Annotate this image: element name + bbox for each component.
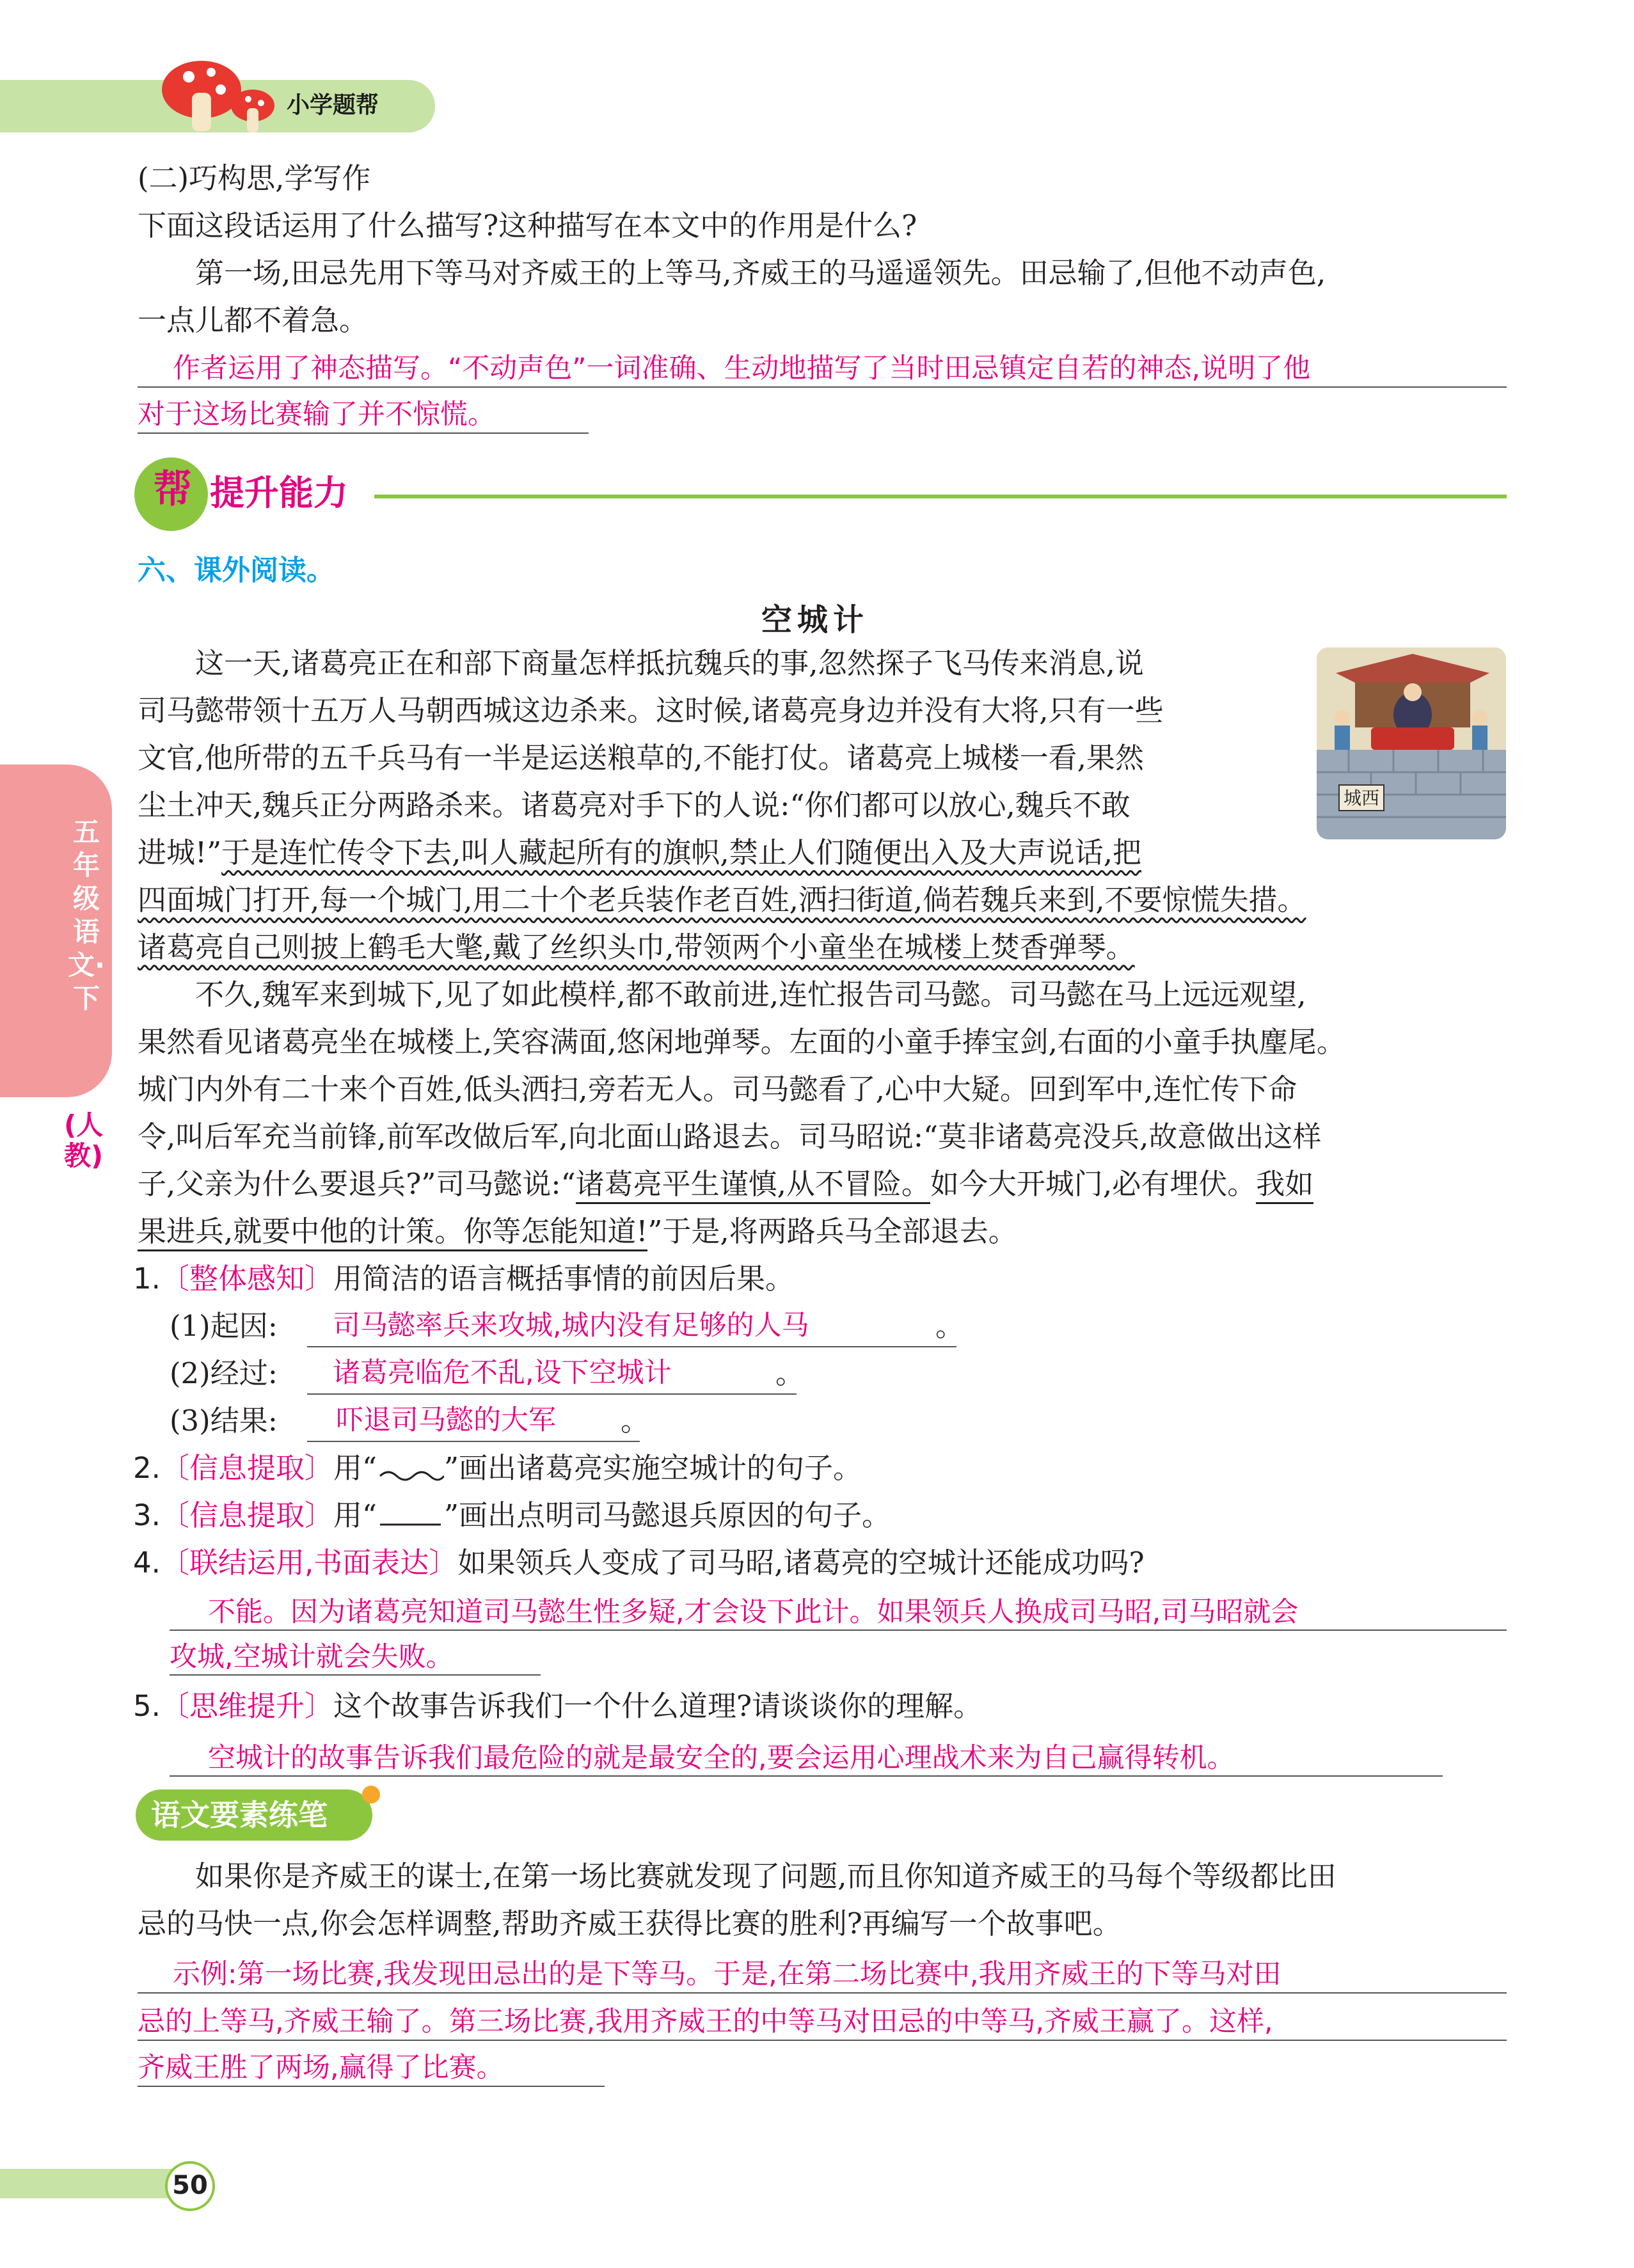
- story-title: 空城计: [761, 602, 869, 638]
- question-2: 2.〔信息提取〕用“ ”画出诸葛亮实施空城计的句子。: [133, 1451, 862, 1485]
- practice-answer-line: 齐威王胜了两场,赢得了比赛。: [138, 2052, 504, 2084]
- mushroom-logo-icon: [154, 54, 282, 138]
- underlined-sentence: 诸葛亮平生谨慎,从不冒险。: [576, 1167, 930, 1204]
- story-line: 文官,他所带的五千兵马有一半是运送粮草的,不能打仗。诸葛亮上城楼一看,果然: [138, 741, 1144, 775]
- question-tag: 〔思维提升〕: [160, 1689, 333, 1723]
- answer-line: 作者运用了神态描写。“不动声色”一词准确、生动地描写了当时田忌镇定自若的神态,说明了他: [173, 353, 1311, 385]
- story-line: 令,叫后军充当前锋,前军改做后军,向北面山路退去。司马昭说:“莫非诸葛亮没兵,故意做出这样: [138, 1120, 1322, 1154]
- practice-prompt-line: 忌的马快一点,你会怎样调整,帮助齐威王获得比赛的胜利?再编写一个故事吧。: [138, 1907, 1122, 1940]
- q5-answer-line: 空城计的故事告诉我们最危险的就是最安全的,要会运用心理战术来为自己赢得转机。: [208, 1742, 1235, 1774]
- brand-name: 小学题帮: [287, 92, 379, 118]
- illustration-image: [1317, 647, 1506, 839]
- story-line: [138, 876, 1306, 924]
- story-line: [138, 1161, 1313, 1208]
- story-illustration: [1317, 647, 1506, 839]
- practice-prompt-line: 如果你是齐威王的谋士,在第一场比赛就发现了问题,而且你知道齐威王的马每个等级都比田: [195, 1859, 1337, 1893]
- wavy-line-icon: [377, 1458, 444, 1484]
- question-tag: 〔信息提取〕: [160, 1451, 333, 1485]
- illustration-label: 城西: [1343, 788, 1380, 809]
- question-tag: 〔联结运用,书面表达〕: [160, 1546, 458, 1580]
- question-tag: 〔整体感知〕: [160, 1262, 333, 1296]
- q1-result-answer[interactable]: 吓退司马懿的大军: [307, 1400, 640, 1442]
- q1-process-answer[interactable]: 诸葛亮临危不乱,设下空城计: [307, 1352, 797, 1395]
- story-fragment: ”于是,将两路兵马全部退去。: [647, 1214, 1017, 1248]
- wavy-underlined-sentence: 四面城门打开,每一个城门,用二十个老兵装作老百姓,洒扫街道,倘若魏兵来到,不要惊慌失措。: [138, 883, 1306, 917]
- story-line: 不久,魏军来到城下,见了如此模样,都不敢前进,连忙报告司马懿。司马懿在马上远远观望,: [195, 978, 1306, 1011]
- passage-line: 一点儿都不着急。: [138, 303, 369, 337]
- practice-answer-line: 示例:第一场比赛,我发现田忌出的是下等马。于是,在第二场比赛中,我用齐威王的下等马对田: [173, 1958, 1281, 1990]
- story-line: [138, 829, 1141, 876]
- story-fragment: 如今大开城门,必有埋伏。: [930, 1167, 1257, 1201]
- flower-icon: [358, 1782, 384, 1807]
- period: 。: [621, 1404, 650, 1438]
- banner-line: [374, 495, 1507, 498]
- underlined-sentence: 果进兵,就要中他的计策。: [138, 1214, 463, 1251]
- q4-answer-line: 攻城,空城计就会失败。: [170, 1641, 454, 1673]
- passage-line: 第一场,田忌先用下等马对齐威王的上等马,齐威王的马遥遥领先。田忌输了,但他不动声色,: [195, 256, 1326, 290]
- practice-answer-line: 忌的上等马,齐威王输了。第三场比赛,我用齐威王的中等马对田忌的中等马,齐威王赢了。这样,: [138, 2006, 1273, 2038]
- wavy-underlined-sentence: 于是连忙传令下去,叫人藏起所有的旗帜,禁止人们随便出入及大声说话,把: [221, 836, 1142, 869]
- section-heading: (二)巧构思,学写作: [138, 161, 371, 195]
- straight-line-icon: [377, 1505, 444, 1531]
- practice-badge-label: 语文要素练笔: [151, 1798, 328, 1832]
- story-line: 尘土冲天,魏兵正分两路杀来。诸葛亮对手下的人说:“你们都可以放心,魏兵不敢: [138, 788, 1130, 822]
- side-tab-grade: 五年级语文·下: [68, 816, 105, 1014]
- wavy-underlined-sentence: 诸葛亮自己则披上鹤毛大氅,戴了丝织头巾,带领两个小童坐在城楼上焚香弹琴。: [138, 930, 1135, 964]
- story-line: 司马懿带领十五万人马朝西城这边杀来。这时候,诸葛亮身边并没有大将,只有一些: [138, 694, 1164, 727]
- q1-process-label: (2)经过:: [170, 1356, 278, 1390]
- underlined-sentence: 你等怎能知道!: [463, 1214, 647, 1251]
- answer-line: 对于这场比赛输了并不惊慌。: [138, 399, 495, 431]
- underlined-sentence: 我如: [1256, 1167, 1313, 1204]
- story-fragment: 进城!”: [138, 836, 222, 869]
- section-banner-title: 提升能力: [210, 473, 348, 513]
- question-5: 5.〔思维提升〕这个故事告诉我们一个什么道理?请谈谈你的理解。: [133, 1689, 983, 1723]
- story-line: 这一天,诸葛亮正在和部下商量怎样抵抗魏兵的事,忽然探子飞马传来消息,说: [195, 646, 1144, 680]
- question-4: 4.〔联结运用,书面表达〕如果领兵人变成了司马昭,诸葛亮的空城计还能成功吗?: [133, 1546, 1145, 1580]
- q4-answer-line: 不能。因为诸葛亮知道司马懿生性多疑,才会设下此计。如果领兵人换成司马昭,司马昭就会: [208, 1596, 1299, 1628]
- question-text: 下面这段话运用了什么描写?这种描写在本文中的作用是什么?: [138, 209, 917, 242]
- q1-result-label: (3)结果:: [170, 1404, 278, 1438]
- q1-cause-answer[interactable]: 司马懿率兵来攻城,城内没有足够的人马: [307, 1305, 956, 1347]
- story-line: 城门内外有二十来个百姓,低头洒扫,旁若无人。司马懿看了,心中大疑。回到军中,连忙传下命: [138, 1072, 1297, 1106]
- period: 。: [775, 1356, 805, 1390]
- period: 。: [935, 1309, 965, 1343]
- question-3: 3.〔信息提取〕用“ ”画出点明司马懿退兵原因的句子。: [133, 1498, 891, 1532]
- page-number: 50: [172, 2171, 208, 2200]
- story-line: 果然看见诸葛亮坐在城楼上,笑容满面,悠闲地弹琴。左面的小童手捧宝剑,右面的小童手执麈尾。: [138, 1025, 1345, 1059]
- q1-cause-label: (1)起因:: [170, 1309, 278, 1343]
- side-tab-edition: (人教): [64, 1109, 104, 1171]
- question-1: 1.〔整体感知〕用简洁的语言概括事情的前因后果。: [133, 1262, 794, 1296]
- story-line: [138, 924, 1135, 971]
- section-label: 六、课外阅读。: [138, 554, 335, 587]
- story-line: [138, 1208, 1017, 1255]
- banner-char: 帮: [154, 467, 192, 512]
- question-tag: 〔信息提取〕: [160, 1498, 333, 1532]
- story-fragment: 子,父亲为什么要退兵?”司马懿说:“: [138, 1167, 576, 1201]
